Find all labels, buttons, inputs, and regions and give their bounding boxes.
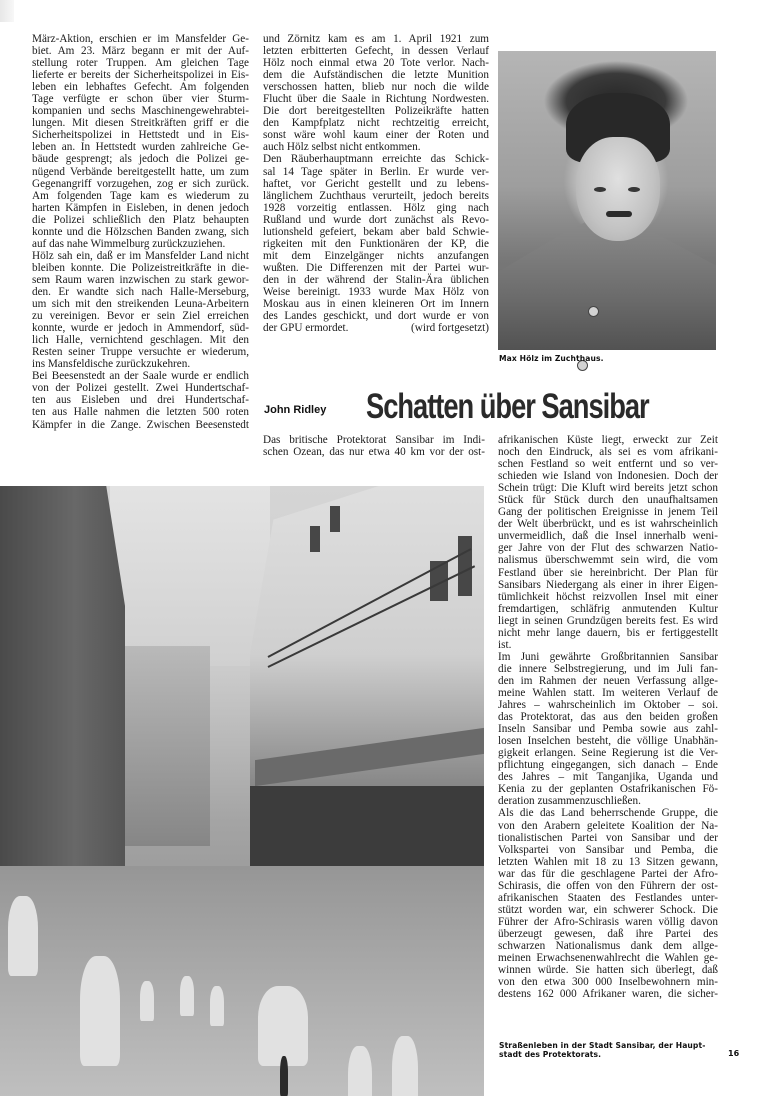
photo-pedestrian bbox=[140, 981, 154, 1021]
text-line: pflichtung eingegangen, sich danach – Ende bbox=[498, 759, 718, 772]
text-line: letzten Wahlen mit 18 zu 13 Sitzen gewann, bbox=[498, 855, 718, 868]
text-line: meinen Erwachsenenwahlrecht die Wahlen ge- bbox=[498, 952, 718, 965]
text-line: harten Kämpfen in Eisleben, in denen jedoch bbox=[32, 201, 249, 214]
text-line: dem die Aufständischen die letzte Munition bbox=[263, 69, 489, 82]
text-line: den im Rahmen der neuen Verfassung allge- bbox=[498, 674, 718, 687]
photo-child bbox=[80, 956, 120, 1066]
text-line: den in der während der Stalin-Ära üblichen bbox=[263, 273, 489, 286]
text-line: ist. bbox=[498, 638, 512, 651]
text-line: verschossen hatten, blieb nur noch die wilde bbox=[263, 81, 489, 94]
text-line: tümlichkeit höchst reizvollen Insel mit einer bbox=[498, 590, 718, 603]
text-line: nalismus überschwemmt sein wird, die vom bbox=[498, 554, 718, 567]
text-line: sem Raum waren inzwischen zu stark gewor- bbox=[32, 273, 249, 286]
text-line: Rußland und wurde dort zunächst als Revo- bbox=[263, 213, 489, 226]
text-line: ten aus Eisleben und drei Hundertschaf- bbox=[32, 394, 249, 407]
text-line: Gang der politischen Ereignisse in jenem Teil bbox=[498, 506, 718, 519]
photo-bicycle bbox=[280, 1056, 288, 1096]
text-line: überzeugt gewesen, daß ihre Partei des bbox=[498, 927, 718, 940]
text-line: den. Er wandte sich nach Halle-Merseburg, bbox=[32, 285, 249, 298]
caption-line-2: stadt des Protektorats. bbox=[499, 1050, 602, 1059]
text-line: um sich mit den streikenden Leuna-Arbeitern bbox=[32, 298, 249, 311]
photo-pedestrian bbox=[210, 986, 224, 1026]
photo-sky bbox=[110, 486, 270, 666]
text-line: lungen. Mit diesen Streitkräften griff er die bbox=[32, 117, 249, 130]
text-line: die Polizei schließlich den Platz behaupten bbox=[32, 213, 249, 226]
text-line: Sicherheitspolizei in Hettstedt und in Eis- bbox=[32, 129, 249, 142]
text-line: lich Halle, vernichtend geschlagen. Mit den bbox=[32, 334, 249, 347]
text-line: leben ein lebhaftes Gefecht. Am folgenden bbox=[32, 81, 249, 94]
text-line: den Kampfplatz nicht rechtzeitig erreicht, bbox=[263, 117, 489, 130]
text-line: 1928 vorzeitig entlassen. Hölz ging nach bbox=[263, 201, 489, 214]
text-line: Am folgenden Tage kam es wiederum zu bbox=[32, 189, 249, 202]
text-line: Die dort bereitgestellten Polizeikräfte hatten bbox=[263, 105, 489, 118]
text-line: noch den Eindruck, als sei es vom afrikani- bbox=[498, 446, 718, 459]
text-line: destens 162 000 Afrikaner waren, die sicher- bbox=[498, 988, 718, 1001]
text-line: sonst wäre wohl kaum einer der Roten und bbox=[263, 129, 489, 142]
text-line: Festland über sie hereinbricht. Der Plan für bbox=[498, 566, 718, 579]
text-line: Flucht über die Saale in Richtung Nordwesten. bbox=[263, 93, 489, 106]
scan-artifact bbox=[0, 0, 14, 22]
portrait-eye-left bbox=[594, 187, 606, 192]
text-line: länglichem Zuchthaus verurteilt, jedoch bereits bbox=[263, 189, 489, 202]
article-headline: Schatten über Sansibar bbox=[366, 387, 649, 426]
text-line: fremdartigen, schläfrig anmutenden Kultur bbox=[498, 602, 718, 615]
text-line: das Protektorat, das aus den beiden großen bbox=[498, 711, 718, 724]
text-line: tionalistischen Partei von Sansibar und der bbox=[498, 831, 718, 844]
text-line: rigkeiten mit den Funktionären der KP, die bbox=[263, 237, 489, 250]
text-line: Resten seiner Truppe versuchte er wiederum, bbox=[32, 346, 249, 359]
text-line: ins Mansfeldische zurückzukehren. bbox=[32, 358, 191, 371]
text-line: Tage verfügte er schon über vier Sturm- bbox=[32, 93, 249, 106]
page-number: 16 bbox=[728, 1049, 740, 1058]
text-line: Im Juni gewährte Großbritannien Sansibar bbox=[498, 650, 718, 663]
text-line: leben an. In Hettstedt wurden zahlreiche Ge- bbox=[32, 141, 249, 154]
article-author: John Ridley bbox=[264, 404, 327, 416]
text-line: Hölz sah ein, daß er im Mansfelder Land nicht bbox=[32, 249, 249, 262]
text-line: Führer der Afro-Schirasis waren völlig davon bbox=[498, 915, 718, 928]
text-line: nicht mehr lange dauern, bis er fertiggestellt bbox=[498, 626, 718, 639]
text-line: von der Polizei gestellt. Zwei Hundertschaf- bbox=[32, 382, 249, 395]
text-line: bleiben konnte. Die Polizeistreitkräfte in die- bbox=[32, 261, 249, 274]
text-line: Schein trügt: Die Kluft wird bereits jetzt schon bbox=[498, 482, 718, 495]
street-scene-photo bbox=[0, 486, 484, 1096]
text-line: Volkspartei von Sansibar und Pemba, die bbox=[498, 843, 718, 856]
text-line: mit dem Einzelgänger nichts anzufangen bbox=[263, 249, 489, 262]
portrait-face bbox=[576, 137, 660, 241]
text-line: von den etwa 300 000 Inselbewohnern min- bbox=[498, 976, 718, 989]
continuation-line bbox=[263, 322, 489, 334]
photo-girl bbox=[392, 1036, 418, 1096]
article-right-column bbox=[498, 434, 718, 1000]
text-line: Weise bereinigt. 1933 wurde Max Hölz von bbox=[263, 285, 489, 298]
text-line: Jahres – wahrscheinlich im Oktober – soi. bbox=[498, 699, 718, 712]
text-line: Schirasis, die offen von den Führern der ost- bbox=[498, 879, 718, 892]
text-line: Inseln Sansibar und Pemba sowie aus zahl- bbox=[498, 723, 718, 736]
text-line: Gegenangriff vorzugehen, zog er sich zurück. bbox=[32, 177, 249, 190]
portrait-caption: Max Hölz im Zuchthaus. bbox=[499, 354, 604, 363]
photo-window bbox=[310, 526, 320, 552]
text-line: nügend Verbände bereitgestellt hatte, um zum bbox=[32, 165, 249, 178]
text-line: auch Hölz selbst nicht entkommen. bbox=[263, 141, 421, 154]
text-line: die innere Selbstregierung, und im Juli fan- bbox=[498, 662, 718, 675]
text-line: der Welt überbrückt, und es ist wahrscheinlich bbox=[498, 518, 718, 531]
previous-article-middle-column bbox=[263, 33, 489, 334]
text-line: winnen würde. Sie hatten sich überlegt, daß bbox=[498, 964, 718, 977]
text-line: Kenia zu der geplanten Ostafrikanischen Fö- bbox=[498, 783, 718, 796]
last-line: der GPU ermordet. bbox=[263, 322, 349, 335]
text-line: deration zusammenzuschließen. bbox=[498, 795, 641, 808]
photo-girl bbox=[348, 1046, 372, 1096]
text-line: stellung roter Truppen. Am gleichen Tage bbox=[32, 57, 249, 70]
text-line: stützt worden war, ein schwerer Schock. Die bbox=[498, 903, 718, 916]
text-line: lutionsheld gefeiert, bekam aber bald Schwie- bbox=[263, 225, 489, 238]
text-line: konnte, wurde er jedoch in Ammendorf, süd- bbox=[32, 322, 249, 335]
portrait-eye-right bbox=[628, 187, 640, 192]
text-line: haftet, vor Gericht gestellt und zu lebens- bbox=[263, 177, 489, 190]
text-line: Als die das Land beherrschende Gruppe, die bbox=[498, 807, 718, 820]
text-line: bäude gesprengt; als jedoch die Polizei ge- bbox=[32, 153, 249, 166]
portrait-mustache bbox=[606, 211, 632, 217]
text-line: afrikanischen Staaten des Festlandes unter- bbox=[498, 891, 718, 904]
text-line: Sansibars Niedergang als einer in ihrer Eigen- bbox=[498, 578, 718, 591]
text-line: kompanien und sechs Maschinengewehrabtei- bbox=[32, 105, 249, 118]
photo-window bbox=[330, 506, 340, 532]
text-line: lieferte er bereits der Sicherheitspolizei in Eis- bbox=[32, 69, 249, 82]
text-line: von den Arabern geleitete Koalition der Na- bbox=[498, 819, 718, 832]
text-line: März-Aktion, erschien er im Mansfelder Ge- bbox=[32, 33, 249, 45]
text-line: Den Räuberhauptmann erreichte das Schick- bbox=[263, 153, 489, 166]
text-line: schwarzen Nationalismus dank dem allge- bbox=[498, 939, 718, 952]
text-line: Stück für Stück durch den unaufhaltsamen bbox=[498, 494, 718, 507]
text-line: Hölz noch einmal etwa 20 Tote verlor. Nach- bbox=[263, 57, 489, 70]
text-line: sal 14 Tage später in Berlin. Er wurde ver- bbox=[263, 165, 489, 178]
text-line: schen Ozean, das nur etwa 40 km vor der ost- bbox=[263, 446, 485, 459]
text-line: Moskau aus in einen kleineren Ort im Innern bbox=[263, 298, 489, 311]
text-line: Bei Beesenstedt an der Saale wurde er endlich bbox=[32, 370, 249, 383]
text-line: letzten erbitterten Gefecht, in dessen Verlauf bbox=[263, 45, 489, 58]
caption-line-1: Straßenleben in der Stadt Sansibar, der Haupt- bbox=[499, 1041, 706, 1050]
text-line: und Zörnitz kam es am 1. April 1921 zum bbox=[263, 33, 489, 45]
text-line: zu vereinigen. Bevor er sein Ziel erreichen bbox=[32, 310, 249, 323]
text-line: meine Wahlen statt. Im weiteren Verlauf de bbox=[498, 686, 718, 699]
text-line: konnte und die Hölzschen Banden zwang, sich bbox=[32, 225, 249, 238]
photo-background-building bbox=[120, 646, 210, 846]
portrait-photo bbox=[498, 51, 716, 350]
text-line: afrikanischen Küste liegt, erweckt zur Zeit bbox=[498, 434, 718, 446]
text-line: schieden wie Island von Indonesien. Doch der bbox=[498, 470, 718, 483]
photo-pedestrian bbox=[180, 976, 194, 1016]
text-line: des Jahres – mit Tanganjika, Uganda und bbox=[498, 771, 718, 784]
coat-button-upper bbox=[588, 306, 599, 317]
text-line: gigkeit erlangen. Seine Regierung ist die Ver- bbox=[498, 747, 718, 760]
article-intro bbox=[263, 434, 485, 458]
text-line: ten aus Halle nahmen die letzten 500 roten bbox=[32, 406, 249, 419]
text-line: losen Inselchen besteht, die völlige Unabhän- bbox=[498, 735, 718, 748]
text-line: Das britische Protektorat Sansibar im Indi- bbox=[263, 434, 485, 446]
text-line: schen Festland so weit entfernt und so ver- bbox=[498, 458, 718, 471]
previous-article-left-column bbox=[32, 33, 249, 431]
continued-note: (wird fortgesetzt) bbox=[411, 322, 489, 335]
text-line: wußten. Die Differenzen mit der Partei wur- bbox=[263, 261, 489, 274]
text-line: war das für die geschlagene Partei der Afro- bbox=[498, 867, 718, 880]
text-line: auf das nahe Wimmelburg zurückzuziehen. bbox=[32, 237, 226, 250]
street-photo-caption bbox=[499, 1041, 729, 1059]
text-line: liegt in seinen Grundzügen bereits fest. Es wird bbox=[498, 614, 718, 627]
text-line: biet. Am 23. März begann er mit der Auf- bbox=[32, 45, 249, 58]
photo-cyclist bbox=[258, 986, 308, 1066]
text-line: ger Jahre von der Flut des schwarzen Natio- bbox=[498, 542, 718, 555]
text-line: unvermeidlich, daß die Insel innerhalb weni- bbox=[498, 530, 718, 543]
text-line: des Landes geschickt, und dort wurde er von bbox=[263, 310, 489, 323]
text-line: Kämpfer in die Zange. Zwischen Beesenstedt bbox=[32, 418, 249, 431]
photo-person bbox=[8, 896, 38, 976]
